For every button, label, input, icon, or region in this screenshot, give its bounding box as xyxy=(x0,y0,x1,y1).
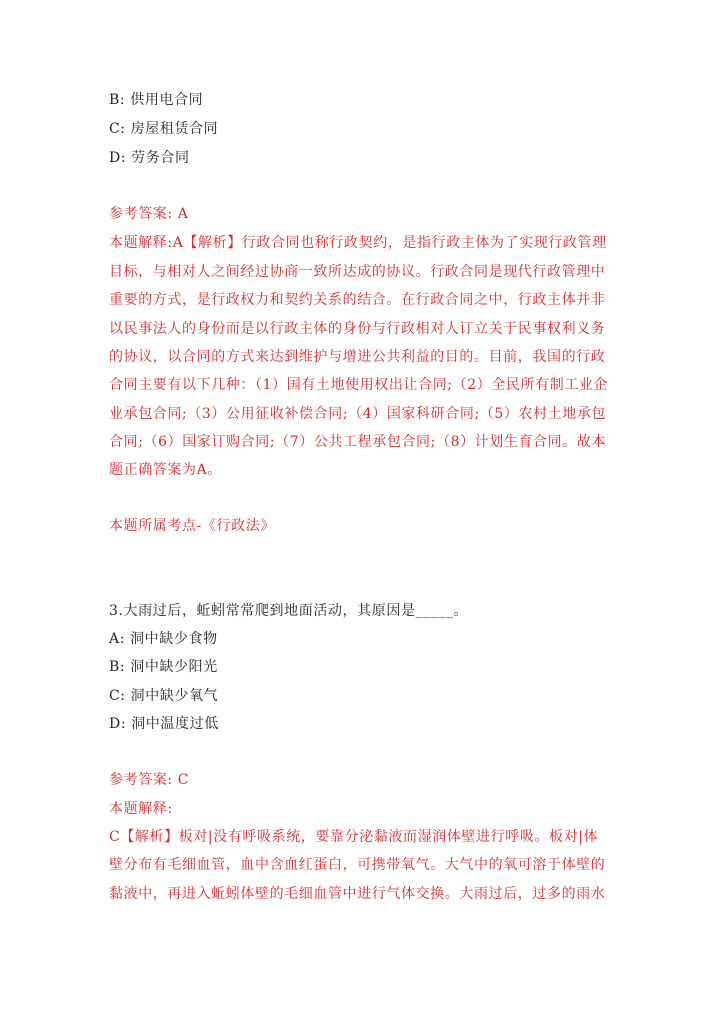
q2-explanation-line: 的协议，以合同的方式来达到维护与增进公共利益的目的。目前，我国的行政 xyxy=(109,349,606,365)
q3-option-c: C: 洞中缺少氧气 xyxy=(109,688,219,704)
q2-explanation-line: 业承包合同;（3）公用征收补偿合同;（4）国家科研合同;（5）农村土地承包 xyxy=(109,406,607,422)
q2-explanation-line: 以民事法人的身份而是以行政主体的身份与行政相对人订立关于民事权利义务 xyxy=(109,321,606,337)
q2-explanation-line: 合同;（6）国家订购合同;（7）公共工程承包合同;（8）计划生育合同。故本 xyxy=(109,434,607,450)
q2-explanation-line: 目标，与相对人之间经过协商一致所达成的协议。行政合同是现代行政管理中 xyxy=(109,264,606,280)
q2-option-d: D: 劳务合同 xyxy=(109,150,190,166)
q2-explanation-line: 本题解释:A【解析】行政合同也称行政契约，是指行政主体为了实现行政管理 xyxy=(109,235,607,251)
q3-explanation-line: C【解析】板对|没有呼吸系统，要靠分泌黏液而湿润体壁进行呼吸。板对|体 xyxy=(109,829,599,845)
q2-explanation-line: 合同主要有以下几种：（1）国有土地使用权出让合同;（2）全民所有制工业企 xyxy=(109,377,609,393)
q3-explanation-line: 壁分布有毛细血管，血中含血红蛋白，可携带氧气。大气中的氧可溶于体壁的 xyxy=(109,857,606,873)
q3-explanation-label: 本题解释: xyxy=(109,801,173,817)
q2-option-c: C: 房屋租赁合同 xyxy=(109,121,219,137)
q2-answer: 参考答案: A xyxy=(109,206,189,222)
q3-answer: 参考答案: C xyxy=(109,772,190,788)
q2-topic: 本题所属考点-《行政法》 xyxy=(109,518,275,534)
q2-option-b: B: 供用电合同 xyxy=(109,92,204,108)
q3-option-b: B: 洞中缺少阳光 xyxy=(109,659,218,675)
q3-explanation-line: 黏液中，再进入蚯蚓体壁的毛细血管中进行气体交换。大雨过后，过多的雨水 xyxy=(109,886,606,902)
q2-explanation-line: 题正确答案为A。 xyxy=(109,462,222,478)
q3-question: 3.大雨过后，蚯蚓常常爬到地面活动，其原因是_____。 xyxy=(109,603,469,619)
q3-option-a: A: 洞中缺少食物 xyxy=(109,631,218,647)
q2-explanation-line: 重要的方式，是行政权力和契约关系的结合。在行政合同之中，行政主体并非 xyxy=(109,292,606,308)
q3-option-d: D: 洞中温度过低 xyxy=(109,716,219,732)
